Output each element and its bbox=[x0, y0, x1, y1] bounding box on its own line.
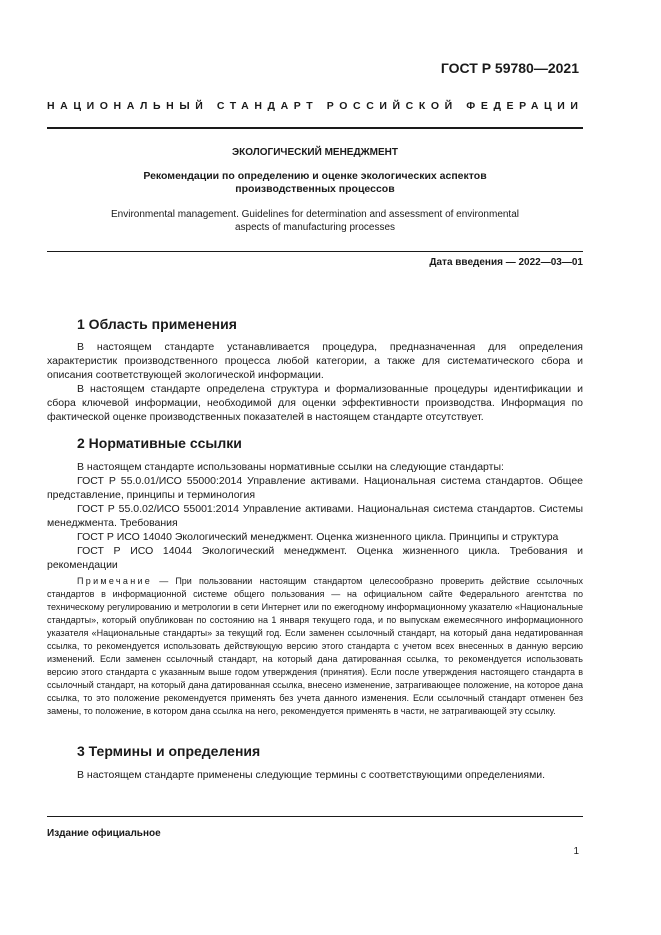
section-1-heading: 1 Область применения bbox=[77, 316, 237, 332]
section-2-heading: 2 Нормативные ссылки bbox=[77, 435, 242, 451]
national-standard-banner: НАЦИОНАЛЬНЫЙ СТАНДАРТ РОССИЙСКОЙ ФЕДЕРАЦИИ bbox=[47, 100, 584, 112]
section-3-body bbox=[47, 768, 583, 782]
section-2-note bbox=[47, 575, 583, 718]
reference-item: ГОСТ Р 55.0.01/ИСО 55000:2014 Управление активами. Национальная система стандартов. Общее представление, принципы и терминология bbox=[47, 475, 583, 501]
section-1-body bbox=[47, 340, 583, 424]
paragraph: В настоящем стандарте использованы нормативные ссылки на следующие стандарты: bbox=[77, 461, 504, 473]
document-title: ЭКОЛОГИЧЕСКИЙ МЕНЕДЖМЕНТ bbox=[232, 147, 398, 158]
official-edition-label: Издание официальное bbox=[47, 828, 161, 839]
header-divider bbox=[47, 127, 583, 129]
note-text: — При пользовании настоящим стандартом целесообразно проверить действие ссылочных стандартов в информационной системе общего пользования — на официальном сайте Федерального агентства по техническому регулированию и метрологии в сети Интернет или по ежегодному информационному указателю «Национальные стандарты», который опубликован по состоянию на 1 января текущего года, и по выпускам ежемесячного информационного указателя «Национальные стандарты» за текущий год. Если заменен ссылочный стандарт, на который дана недатированная ссылка, то рекомендуется использовать действующую версию этого стандарта с учетом всех внесенных в данную версию изменений. Если заменен ссылочный стандарт, на который дана датированная ссылка, то рекомендуется использовать версию этого стандарта с указанным выше годом утверждения (принятия). Если после утверждения настоящего стандарта в ссылочный стандарт, на который дана датированная ссылка, внесено изменение, затрагивающее положение, на которое дана ссылка, то это положение рекомендуется применять без учета данного изменения. Если ссылочный стандарт отменен без замены, то положение, в котором дана ссылка на него, рекомендуется применять в части, не затрагивающей эту ссылку. bbox=[47, 576, 583, 716]
section-2-body bbox=[47, 460, 583, 572]
paragraph: В настоящем стандарте определена структура и формализованные процедуры идентификации и сбора ключевой информации, необходимой для оценки эффективности производства. Информация по фактической оценке производственных показателей в настоящем стандарте отсутствует. bbox=[47, 383, 583, 423]
note-label: Примечание bbox=[77, 576, 153, 586]
section-3-heading: 3 Термины и определения bbox=[77, 743, 261, 759]
document-code: ГОСТ Р 59780—2021 bbox=[440, 60, 579, 76]
introduction-date: Дата введения — 2022—03—01 bbox=[429, 257, 583, 268]
paragraph: В настоящем стандарте применены следующие термины с соответствующими определениями. bbox=[77, 769, 546, 781]
document-subtitle: Рекомендации по определению и оценке экологических аспектов производственных процессов bbox=[143, 170, 487, 195]
page-number: 1 bbox=[573, 846, 579, 857]
paragraph: В настоящем стандарте устанавливается процедура, предназначенная для определения характеристик производственного процесса любой категории, а также для систематического сбора и описания соответствующей экологической информации. bbox=[47, 341, 583, 381]
title-divider bbox=[47, 251, 583, 252]
reference-item: ГОСТ Р ИСО 14044 Экологический менеджмент. Оценка жизненного цикла. Требования и рекомендации bbox=[47, 545, 583, 571]
reference-item: ГОСТ Р 55.0.02/ИСО 55001:2014 Управление активами. Национальная система стандартов. Системы менеджмента. Требования bbox=[47, 503, 583, 529]
reference-item: ГОСТ Р ИСО 14040 Экологический менеджмент. Оценка жизненного цикла. Принципы и структура bbox=[77, 531, 559, 543]
english-title: Environmental management. Guidelines for determination and assessment of environmental aspects of manufacturing processes bbox=[111, 209, 519, 233]
footer-divider bbox=[47, 816, 583, 817]
